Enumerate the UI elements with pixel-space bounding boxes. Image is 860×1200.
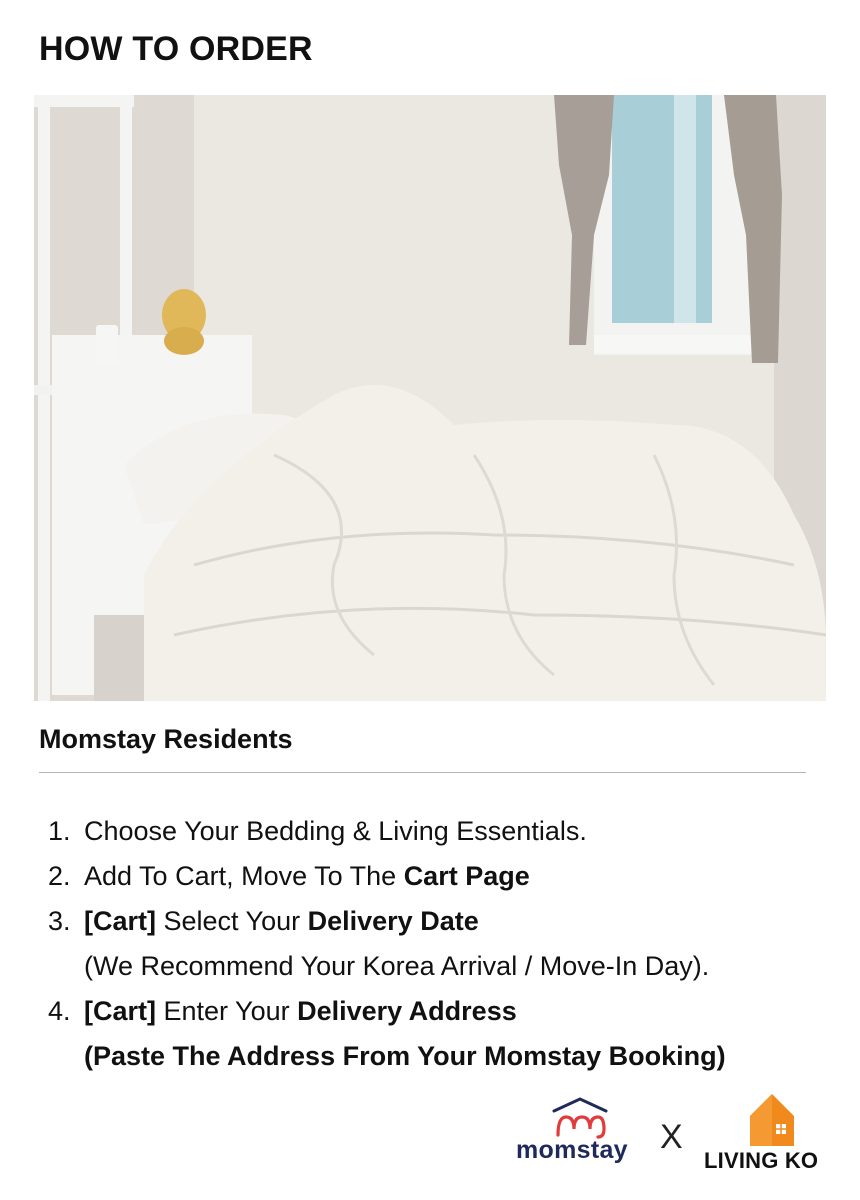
step-tag: [Cart]: [84, 996, 156, 1026]
step-emphasis: Cart Page: [403, 861, 530, 891]
momstay-logo-text: momstay: [516, 1136, 628, 1164]
step-text: Choose Your Bedding & Living Essentials.: [84, 816, 587, 846]
page-title: HOW TO ORDER: [39, 30, 313, 68]
step-note: (We Recommend Your Korea Arrival / Move-In Day).: [84, 951, 710, 981]
brand-logos: [514, 1090, 844, 1180]
step-text: Select Your: [156, 906, 308, 936]
step-text: Add To Cart, Move To The: [84, 861, 404, 891]
step-note: (Paste The Address From Your Momstay Booking): [84, 1041, 726, 1071]
step-tag: [Cart]: [84, 906, 156, 936]
step-number: 1.: [48, 816, 71, 846]
livingko-house-icon: [746, 1090, 798, 1150]
step-item: [48, 989, 828, 1079]
step-item: [48, 809, 828, 854]
step-number: 2.: [48, 861, 71, 891]
step-emphasis: Delivery Date: [307, 906, 479, 936]
livingko-logo-text: LIVING KO: [704, 1148, 819, 1173]
step-item: [48, 899, 828, 989]
step-text: Enter Your: [156, 996, 298, 1026]
section-divider: [39, 772, 806, 773]
step-number: 3.: [48, 906, 71, 936]
step-item: [48, 854, 828, 899]
bedroom-photo: [34, 95, 826, 701]
step-number: 4.: [48, 996, 71, 1026]
momstay-logo-icon: [550, 1095, 610, 1141]
brand-separator: X: [660, 1118, 683, 1156]
section-title: Momstay Residents: [39, 724, 293, 754]
bedroom-illustration: [34, 95, 826, 701]
order-steps: [48, 809, 828, 1079]
step-emphasis: Delivery Address: [297, 996, 517, 1026]
